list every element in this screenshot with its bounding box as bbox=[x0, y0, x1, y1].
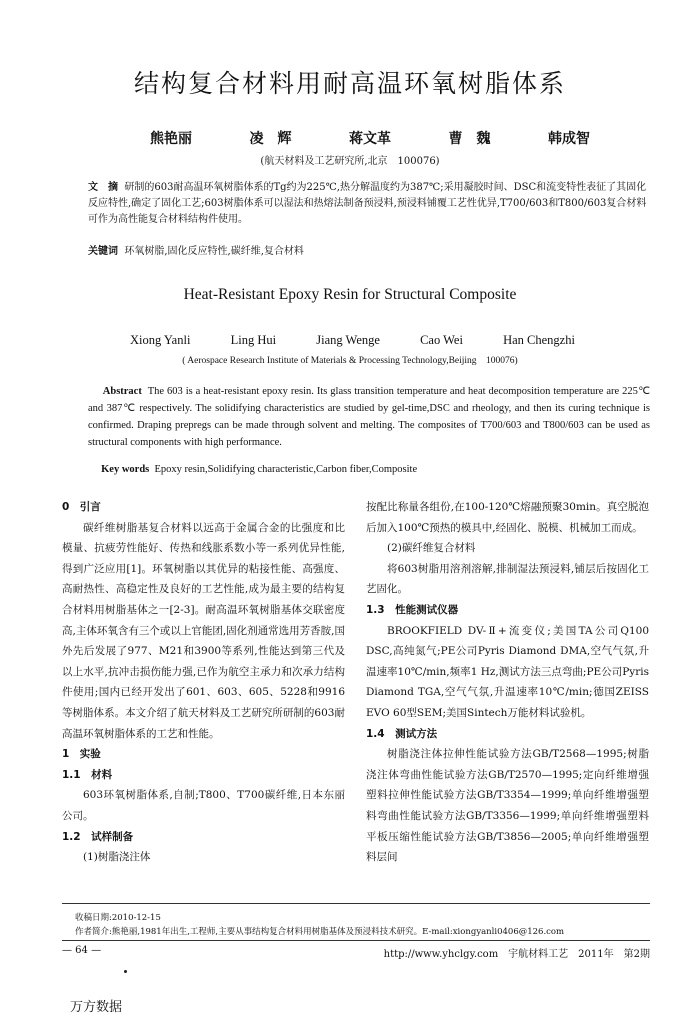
paragraph: 603环氧树脂体系,自制;T800、T700碳纤维,日本东丽公司。 bbox=[62, 789, 345, 822]
paper-title-cn: 结构复合材料用耐高温环氧树脂体系 bbox=[133, 69, 566, 98]
abstract-text-en: The 603 is a heat-resistant epoxy resin. Its glass transition temperature and heat decomposition temperature are 225℃ and 387℃ respectively. The solidifying characteristics are studied by gel-time,DSC and rheology, and then its curing technique is confirmed. Draping prepregs can be made through solvent and melting. The composites of T700/603 and T800/603 can be used as structural components with high performance. bbox=[88, 386, 650, 448]
journal-info: http://www.yhclgy.com 宇航材料工艺 2011年 第2期 bbox=[383, 949, 650, 960]
keywords-label-en: Key words bbox=[101, 464, 150, 475]
paragraph: 按配比称量各组份,在100-120℃熔融预聚30min。真空脱泡后加入100℃预热的模具中,经固化、脱模、机械加工而成。 bbox=[366, 501, 649, 534]
paragraph: 树脂浇注体拉伸性能试验方法GB/T2568—1995;树脂浇注体弯曲性能试验方法GB/T2570—1995;定向纤维增强塑料拉伸性能试验方法GB/T3354—1999;单向纤维增强塑料弯曲性能试验方法GB/T3356—1999;单向纤维增强塑料平板压缩性能试验方法GB/T3856—2005;单向纤维增强塑料层间 bbox=[366, 748, 649, 864]
keywords-en bbox=[88, 464, 650, 475]
footer-divider bbox=[62, 940, 650, 941]
author-list-en bbox=[130, 333, 575, 348]
section-heading: 1.1 材料 bbox=[62, 768, 113, 781]
affiliation-cn: (航天材料及工艺研究所,北京 100076) bbox=[260, 156, 440, 167]
author-intro: 作者简介:熊艳丽,1981年出生,工程师,主要从事结构复合材料用树脂基体及预浸料技术研究。E-mail:xiongyanli0406@126.com bbox=[75, 927, 565, 937]
footnote bbox=[75, 911, 650, 939]
received-date: 收稿日期:2010-12-15 bbox=[75, 913, 161, 923]
author-cn: 熊艳丽 bbox=[150, 131, 192, 147]
author-en: Ling Hui bbox=[230, 333, 277, 347]
paragraph: BROOKFIELD DV-Ⅱ+流变仪;美国TA公司Q100 DSC,高纯氮气;PE公司Pyris Diamond DMA,空气气氛,升温速率10℃/min,频率1 Hz,测试方法三点弯曲;PE公司Pyris Diamond TGA,空气气氛,升温速率10℃/min;德国ZEISS EVO 60型SEM;美国Sintech万能材料试验机。 bbox=[366, 624, 649, 719]
author-cn: 韩成智 bbox=[548, 131, 590, 147]
author-cn: 凌 辉 bbox=[249, 131, 292, 147]
keywords-text-cn: 环氧树脂,固化反应特性,碳纤维,复合材料 bbox=[124, 246, 304, 257]
author-list-cn bbox=[150, 128, 590, 148]
paragraph: 碳纤维树脂基复合材料以远高于金属合金的比强度和比模量、抗疲劳性能好、传热和线胀系数小等一系列优异性能,得到广泛应用[1]。环氧树脂以其优异的粘接性能、高强度、高耐热性、高稳定性及良好的工艺性能,成为最主要的结构复合材料用树脂基体之一[2-3]。耐高温环氧树脂基体交联密度高,主体环氧含有三个或以上官能团,固化剂通常选用芳香胺,国外先后发展了977、M21和3900等系列,性能达到第三代及以上水平,抗冲击损伤能力强,已作为航空主承力和次承力结构件使用;国内已经开发出了601、603、605、5228和9916等树脂体系。本文介绍了航天材料及工艺研究所研制的603耐高温环氧树脂体系的工艺和性能。 bbox=[62, 521, 346, 740]
page-number: — 64 — bbox=[62, 945, 102, 956]
author-cn: 蒋文革 bbox=[349, 131, 391, 147]
affiliation-en: ( Aerospace Research Institute of Materials & Processing Technology,Beijing 100076) bbox=[182, 356, 518, 366]
author-en: Han Chengzhi bbox=[503, 333, 575, 347]
abstract-label-cn: 文 摘 bbox=[88, 182, 118, 193]
author-en: Jiang Wenge bbox=[316, 333, 380, 347]
author-en: Cao Wei bbox=[420, 333, 463, 347]
paper-title-en: Heat-Resistant Epoxy Resin for Structural Composite bbox=[183, 286, 517, 303]
author-en: Xiong Yanli bbox=[130, 333, 191, 347]
section-heading: 1.2 试样制备 bbox=[62, 830, 134, 843]
paragraph: (2)碳纤维复合材料 bbox=[387, 542, 476, 555]
abstract-text-cn: 研制的603耐高温环氧树脂体系的Tg约为225℃,热分解温度约为387℃;采用凝胶时间、DSC和流变特性表征了其固化反应特性,确定了固化工艺;603树脂体系可以湿法和热熔法制备预浸料,预浸料铺覆工艺性优异,T700/603和T800/603复合材料可作为高性能复合材料结构件使用。 bbox=[88, 182, 647, 225]
paragraph: (1)树脂浇注体 bbox=[83, 851, 151, 864]
author-cn: 曹 魏 bbox=[448, 131, 491, 147]
section-heading: 1 实验 bbox=[62, 748, 101, 761]
section-heading: 1.3 性能测试仪器 bbox=[366, 603, 459, 616]
footnote-divider bbox=[62, 903, 650, 904]
keywords-label-cn: 关键词 bbox=[88, 246, 118, 257]
paragraph: 将603树脂用溶剂溶解,排制湿法预浸料,铺层后按固化工艺固化。 bbox=[366, 562, 649, 596]
keywords-text-en: Epoxy resin,Solidifying characteristic,Carbon fiber,Composite bbox=[154, 464, 418, 475]
section-heading: 0 引言 bbox=[62, 501, 101, 513]
body-column-left bbox=[62, 497, 345, 868]
abstract-en bbox=[88, 383, 650, 451]
abstract-label-en: Abstract bbox=[102, 386, 142, 397]
body-column-right bbox=[366, 497, 649, 868]
watermark: 万方数据 bbox=[70, 1000, 123, 1015]
stray-dot bbox=[124, 970, 127, 973]
keywords-cn bbox=[88, 244, 650, 260]
section-heading: 1.4 测试方法 bbox=[366, 727, 438, 740]
abstract-cn bbox=[88, 180, 650, 228]
